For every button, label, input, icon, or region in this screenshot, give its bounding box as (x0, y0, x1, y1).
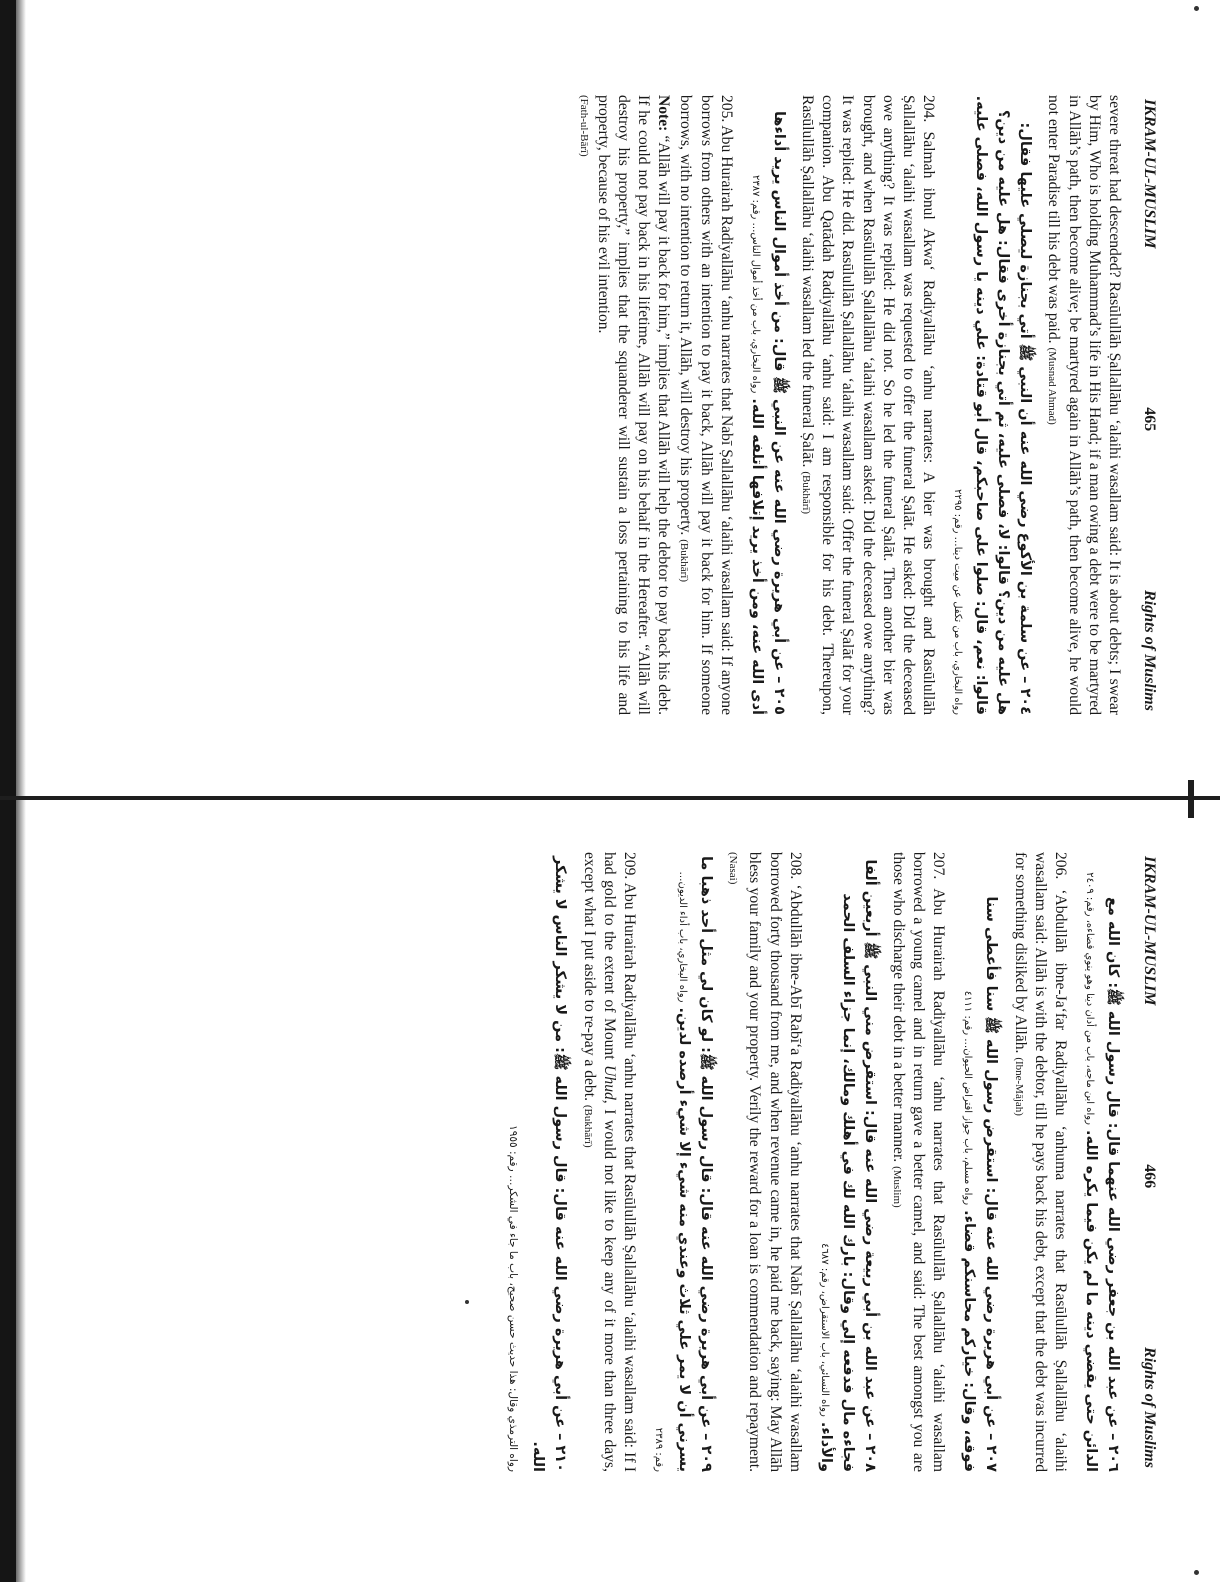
paragraph-text: 206. ‘Abdullāh ibne-Ja‘far Radiyallāhu ‘anhuma narrates that Rasūlullāh Ṣallallāhu ‘alaihi wasallam said: Allāh is with the debtor, till he pays back his debt, except that the debt was incurred for something disliked by Allāh. (1011, 852, 1069, 1472)
running-head (1136, 852, 1158, 1472)
hadith-204 (796, 95, 938, 715)
page-number: 466 (1141, 1164, 1158, 1189)
book-spine-mark (1188, 780, 1194, 818)
arabic-reference-210: رواه الترمذي وقال: هذا حديث حسن صحيح، باب ما جاء في الشكر… رقم: ١٩٥٥ (507, 1125, 520, 1472)
chapter-title: Rights of Muslims (1141, 1347, 1158, 1468)
arabic-reference: رواه ابن ماجه، باب من أدان دينا وهو ينوي قضاءه، رقم: ٢٤٠٩ (1084, 872, 1095, 1125)
arabic-text: ٢٠٦ – عن عبد الله بن جعفر رضي الله عنهما قال: قال رسول الله ﷺ: كان الله مع الدائن حتى يقضي دينه ما لم يكن فيما يكره الله. (1083, 896, 1121, 1472)
source-citation: (Bukhārī) (581, 1104, 594, 1148)
chapter-title: Rights of Muslims (1141, 590, 1158, 711)
note-text: “Allāh will pay it back for him,” implies that Allāh will help the debtor to pay back his debt. If he could not pay back in his lifetime, Allāh will pay on his behalf in the Hereafter. “Allāh will destroy his property,” implies that the squanderer will sustain a loss pertaining to his life and property, because of his evil intention. (594, 95, 673, 715)
paragraph-text: 209. Abu Hurairah Radiyallāhu ‘anhu narrates that Rasūlullāh Ṣallallāhu ‘alaihi wasallam said: If I had gold to the extent of Mount (600, 852, 638, 1472)
arabic-text: ٢٠٥ – عن أبي هريرة رضي الله عنه عن النبي ﷺ قال: من أخذ أموال الناس يريد أداءها أدى الله عنه، ومن أخذ يريد إتلافها أتلفه الله. (748, 110, 787, 715)
hadith-209 (577, 852, 639, 1472)
paragraph-text: I would not like to keep any of it more than three days, except what I put aside to re-pay a debt. (580, 852, 618, 1472)
arabic-text: ٢٠٨ – عن عبد الله بن أبي ربيعة رضي الله عنه قال: استقرض مني النبي ﷺ أربعين ألفا فجاءه مال فدفعه إلي وقال: بارك الله لك في أهلك ومالك، إنما جزاء السلف الحمد والأداء. (817, 859, 878, 1472)
arabic-hadith-206 (1078, 852, 1124, 1472)
source-citation: (Nasai) (727, 852, 740, 885)
arabic-hadith-208 (813, 852, 881, 1472)
hadith-208 (723, 852, 805, 1472)
arabic-hadith-210 (527, 852, 571, 1472)
paragraph-text: severe threat had descended? Rasūlullāh Ṣallallāhu ‘alaihi wasallam said: It is about debts; I swear by Him, Who is holding Muhammad’s life in His Hand; if a man owing a debt were to be martyred in Allāh’s path, then become alive; be martyred again in Allāh’s path, then become alive, he would not enter Paradise till his debt was paid. (1045, 95, 1123, 715)
scan-speck (1194, 1570, 1199, 1575)
scan-speck (1194, 6, 1199, 11)
note-source: (Fath-ul-Bārī) (578, 95, 591, 157)
arabic-reference: رواه مسلم، باب جواز اقتراض الحيوان… رقم: ٤١١١ (962, 990, 974, 1206)
paragraph-text: 208. ‘Abdullāh ibne-Abī Rabī‘a Radiyallāhu ‘anhu narrates that Nabī Ṣallallāhu ‘alaihi wasallam borrowed forty thousand from me, and when revenue came in, he paid me back, saying: May Allāh bless your family and your property. Verily the reward for a loan is commendation and repayment. (746, 852, 804, 1472)
source-citation: (Bukhārī) (678, 539, 691, 582)
paragraph-text: 204. Salmah ibnul Akwa‘ Radiyallāhu ‘anhu narrates: A bier was brought and Rasūlullāh Ṣallallāhu ‘alaihi wasallam was requested to offer the funeral Ṣalāt. He asked: Did the deceased owe anything? It was replied: He did not. So he led the funeral Ṣalāt. Then another bier was brought, and when Rasūlullāh Ṣallallāhu ‘alaihi wasallam asked: Did the deceased owe anything? It was replied: He did. Rasūlullāh Ṣallallāhu ‘alaihi wasallam said: Offer the funeral Ṣalāt for your companion. Abu Qatādah Radiyallāhu ‘anhu said: I am responsible for his debt. Thereupon, Rasūlullāh Ṣallallāhu ‘alaihi wasallam led the funeral Ṣalāt. (798, 95, 938, 715)
arabic-reference: رواه البخاري، باب من أخذ أموال الناس… رقم: ٢٣٨٧ (749, 175, 761, 394)
arabic-reference: رواه النسائي، باب الاستقراض، رقم: ٤٦٨٧ (818, 1243, 830, 1417)
paragraph-text: 205. Abu Hurairah Radiyallāhu ‘anhu narrates that Nabī Ṣallallāhu ‘alaihi wasallam said: If anyone borrows from others with an intention to pay it back, Allāh will pay it back for him. If someone borrows, with no intention to return it, Allāh, will destroy his property. (677, 95, 735, 715)
arabic-reference: رواه البخاري، باب أداء الديون… رقم: ٢٣٨٩ (652, 871, 688, 1472)
arabic-text: ٢٠٩ – عن أبي هريرة رضي الله عنه قال: قال رسول الله ﷺ: لو كان لي مثل أحد ذهبا ما يسرني أن لا يمر علي ثلاث وعندي منه شيء إلا شيء أرصده لدين. (675, 855, 714, 1472)
hadith-206 (1008, 852, 1070, 1472)
arabic-text: ٢٠٧ – عن أبي هريرة رضي الله عنه قال: استقرض رسول الله ﷺ سنا فأعطى سنا فوقه، وقال: خياركم محاسنكم قضاء. (961, 896, 1000, 1472)
source-citation: (Bukhārī) (799, 471, 812, 515)
book-title: IKRAM-UL-MUSLIM (1141, 856, 1158, 1006)
arabic-hadith-205 (744, 95, 790, 715)
source-citation: (Ibne-Mājah) (1012, 1057, 1025, 1116)
arabic-text: ٢١٠ – عن أبي هريرة رضي الله عنه قال: قال رسول الله ﷺ: من لا يشكر الناس لا يشكر الله. (530, 856, 569, 1472)
source-citation: (Musnad Ahmad) (1046, 347, 1059, 425)
page-number: 465 (1141, 407, 1158, 432)
hadith-207 (887, 852, 949, 1472)
hadith-205 (577, 95, 735, 715)
place-name: Uhud, (600, 1065, 618, 1104)
book-title: IKRAM-UL-MUSLIM (1141, 99, 1158, 249)
arabic-text: ٢٠٤ – عن سلمة بن الأكوع رضي الله عنه أن النبي ﷺ أتي بجنازة ليصلي عليها فقال: هل عليه من دين؟ قالوا: لا، فصلى عليه، ثم أتي بجنازة أخرى فقال: هل عليه من دين؟ قالوا: نعم، قال: صلوا على صاحبكم، قال أبو قتادة: علي دينه يا رسول الله، فصلى عليه. (973, 95, 1034, 715)
paragraph-text: 207. Abu Hurairah Radiyallāhu ‘anhu narrates that Rasūlullāh Ṣallallāhu ‘alaihi wasallam borrowed a young camel and in return gave a better camel, and said: The best amongst you are those who discharge their debt in a better manner. (889, 852, 948, 1472)
arabic-hadith-209 (647, 852, 717, 1472)
scanner-edge-shadow (16, 0, 26, 1582)
source-citation: (Muslim) (890, 1166, 903, 1208)
arabic-reference: رواه البخاري، باب من تكفل عن ميت دينا… رقم: ٢٢٩٥ (952, 489, 964, 715)
arabic-hadith-207 (956, 852, 1002, 1472)
arabic-hadith-204 (946, 95, 1036, 715)
book-spine-line (0, 796, 1220, 800)
scanner-edge (0, 0, 16, 1582)
running-head (1136, 95, 1158, 715)
paragraph-continued (1042, 95, 1124, 715)
note-label: Note: (655, 95, 673, 132)
